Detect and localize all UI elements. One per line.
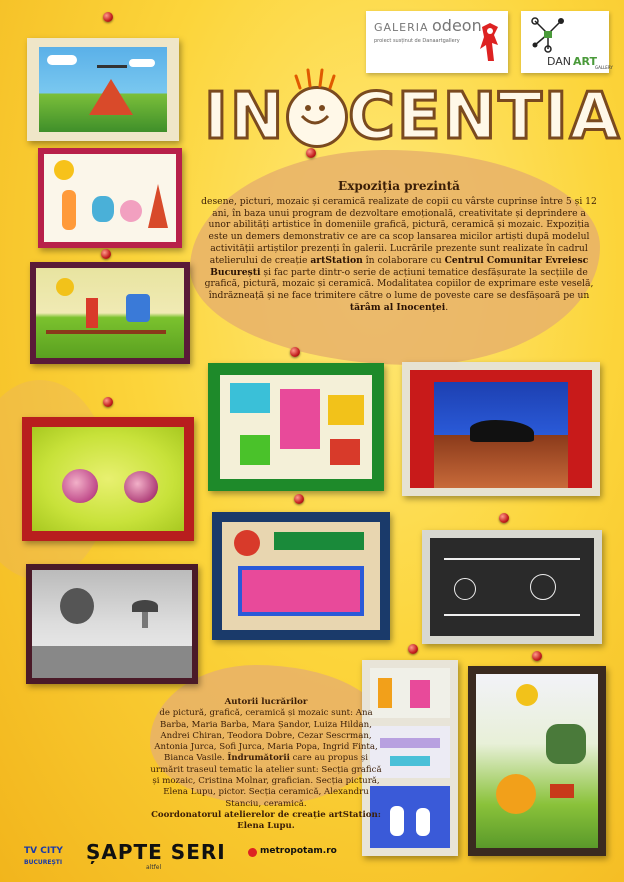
danart-art: ART [573,55,597,68]
odeon-label: odeon [432,16,482,35]
authors-heading: Autorii lucrărilor [224,697,308,707]
authors-line2: care au propus și urmărit traseul tematic la atelier sunt: Secția grafică și mozaic, Cristina Molnar, grafician. Secția pictură, Elena Lupu, pictor. Secția ceramică, Alexandru Stanciu, ceramică. [150,753,382,809]
pin-3 [101,249,111,259]
pin-9 [499,513,509,523]
painting-mushroom [26,564,198,684]
description-heading: Expoziția prezintă [338,179,460,193]
title-display-left: IN [204,80,286,154]
painting-jungle [468,666,606,856]
indrumatorii-label: Îndrumătorii [227,753,290,764]
description-p1: desene, picturi, mozaic și ceramică realizate de copii cu vârste cuprinse între 5 și 12 ani, în baza unui program de dezvoltare emoțională, creativitate și deprindere a unor abilități artistice în domeniile grafică, pictură, ceramică și mozaic. [201,195,597,231]
tvcity-logo [24,846,66,870]
pin-6 [290,347,300,357]
pin-11 [532,651,542,661]
painting-sun-figures [38,148,182,248]
metropotam-logo [248,846,348,864]
description-p4: și fac parte dintr-o serie de acțiuni tematice desfășurate la secțiile de grafică, pictură, mozaic și ceramică. [204,266,588,290]
danart-molecule-icon [529,15,567,55]
painting-peaches [22,417,194,541]
description-text [200,181,598,314]
metropotam-icon [248,848,257,857]
danart-gallery: GALLERY [595,65,613,70]
odeon-logo [366,11,508,73]
galeria-label: GALERIA [374,21,429,34]
odeon-sub-label: proiect susținut de Danaartgallery [374,38,460,44]
description-p2: Expoziția este un demers demonstrativ ce are ca scop lansarea micilor artiști după modelul activității artiștilor prezenți în galerii. Lucrările prezente sunt realizate în cadrul atelierului de creație [208,219,590,266]
coordonator-line: Coordonatorul atelierelor de creație artStation: Elena Lupu. [151,809,381,832]
painting-mosaic [212,512,390,640]
authors-text [150,697,382,833]
danart-dan: DAN [547,55,572,68]
description-end: . [445,301,449,313]
authors-line1: de pictură, grafică, ceramică și mozaic sunt: Ana Barba, Maria Barba, Mara Șandor, Luiza Hildan, Andrei Chiran, Teodora Dobre, Cezar Sescrman, Antonia Jurca, Sofi Jurca, Maria Popa, Ingrid Finta, Bianca Vasile. [154,708,378,764]
painting-playground [30,262,190,364]
danart-logo [521,11,613,73]
jester-logo-icon [478,21,502,65]
painting-chalkboard [422,530,602,644]
pin-10 [408,644,418,654]
tvcity-bottom: BUCUREȘTI [24,859,63,866]
tvcity-top: TV CITY [24,846,63,856]
description-p5: Modalitatea copiilor de exprimare este veselă, îndrăzneață și ne face trimitere către o lume de poveste care se desfășoară pe un [208,278,594,302]
sapteseri-sub: altfel [146,864,162,871]
centrul-name: Centrul Comunitar Evreiesc București [210,254,589,278]
painting-abstract-green [208,363,384,491]
sapteseri-name: ȘAPTE SERI [86,840,226,864]
sapteseri-logo [86,840,236,872]
pin-8 [294,494,304,504]
artstation-name: artStation [310,254,363,266]
pin-4 [103,397,113,407]
painting-circus [27,38,179,141]
metropotam-name: metropotam.ro [260,846,337,856]
description-p3: în colaborare cu [365,254,442,266]
taram-phrase: tărâm al Inocenței [349,301,446,313]
pin-1 [103,12,113,22]
painting-piano [402,362,600,496]
title-pin [306,148,316,158]
title-display-right: CENTIA [348,80,622,154]
